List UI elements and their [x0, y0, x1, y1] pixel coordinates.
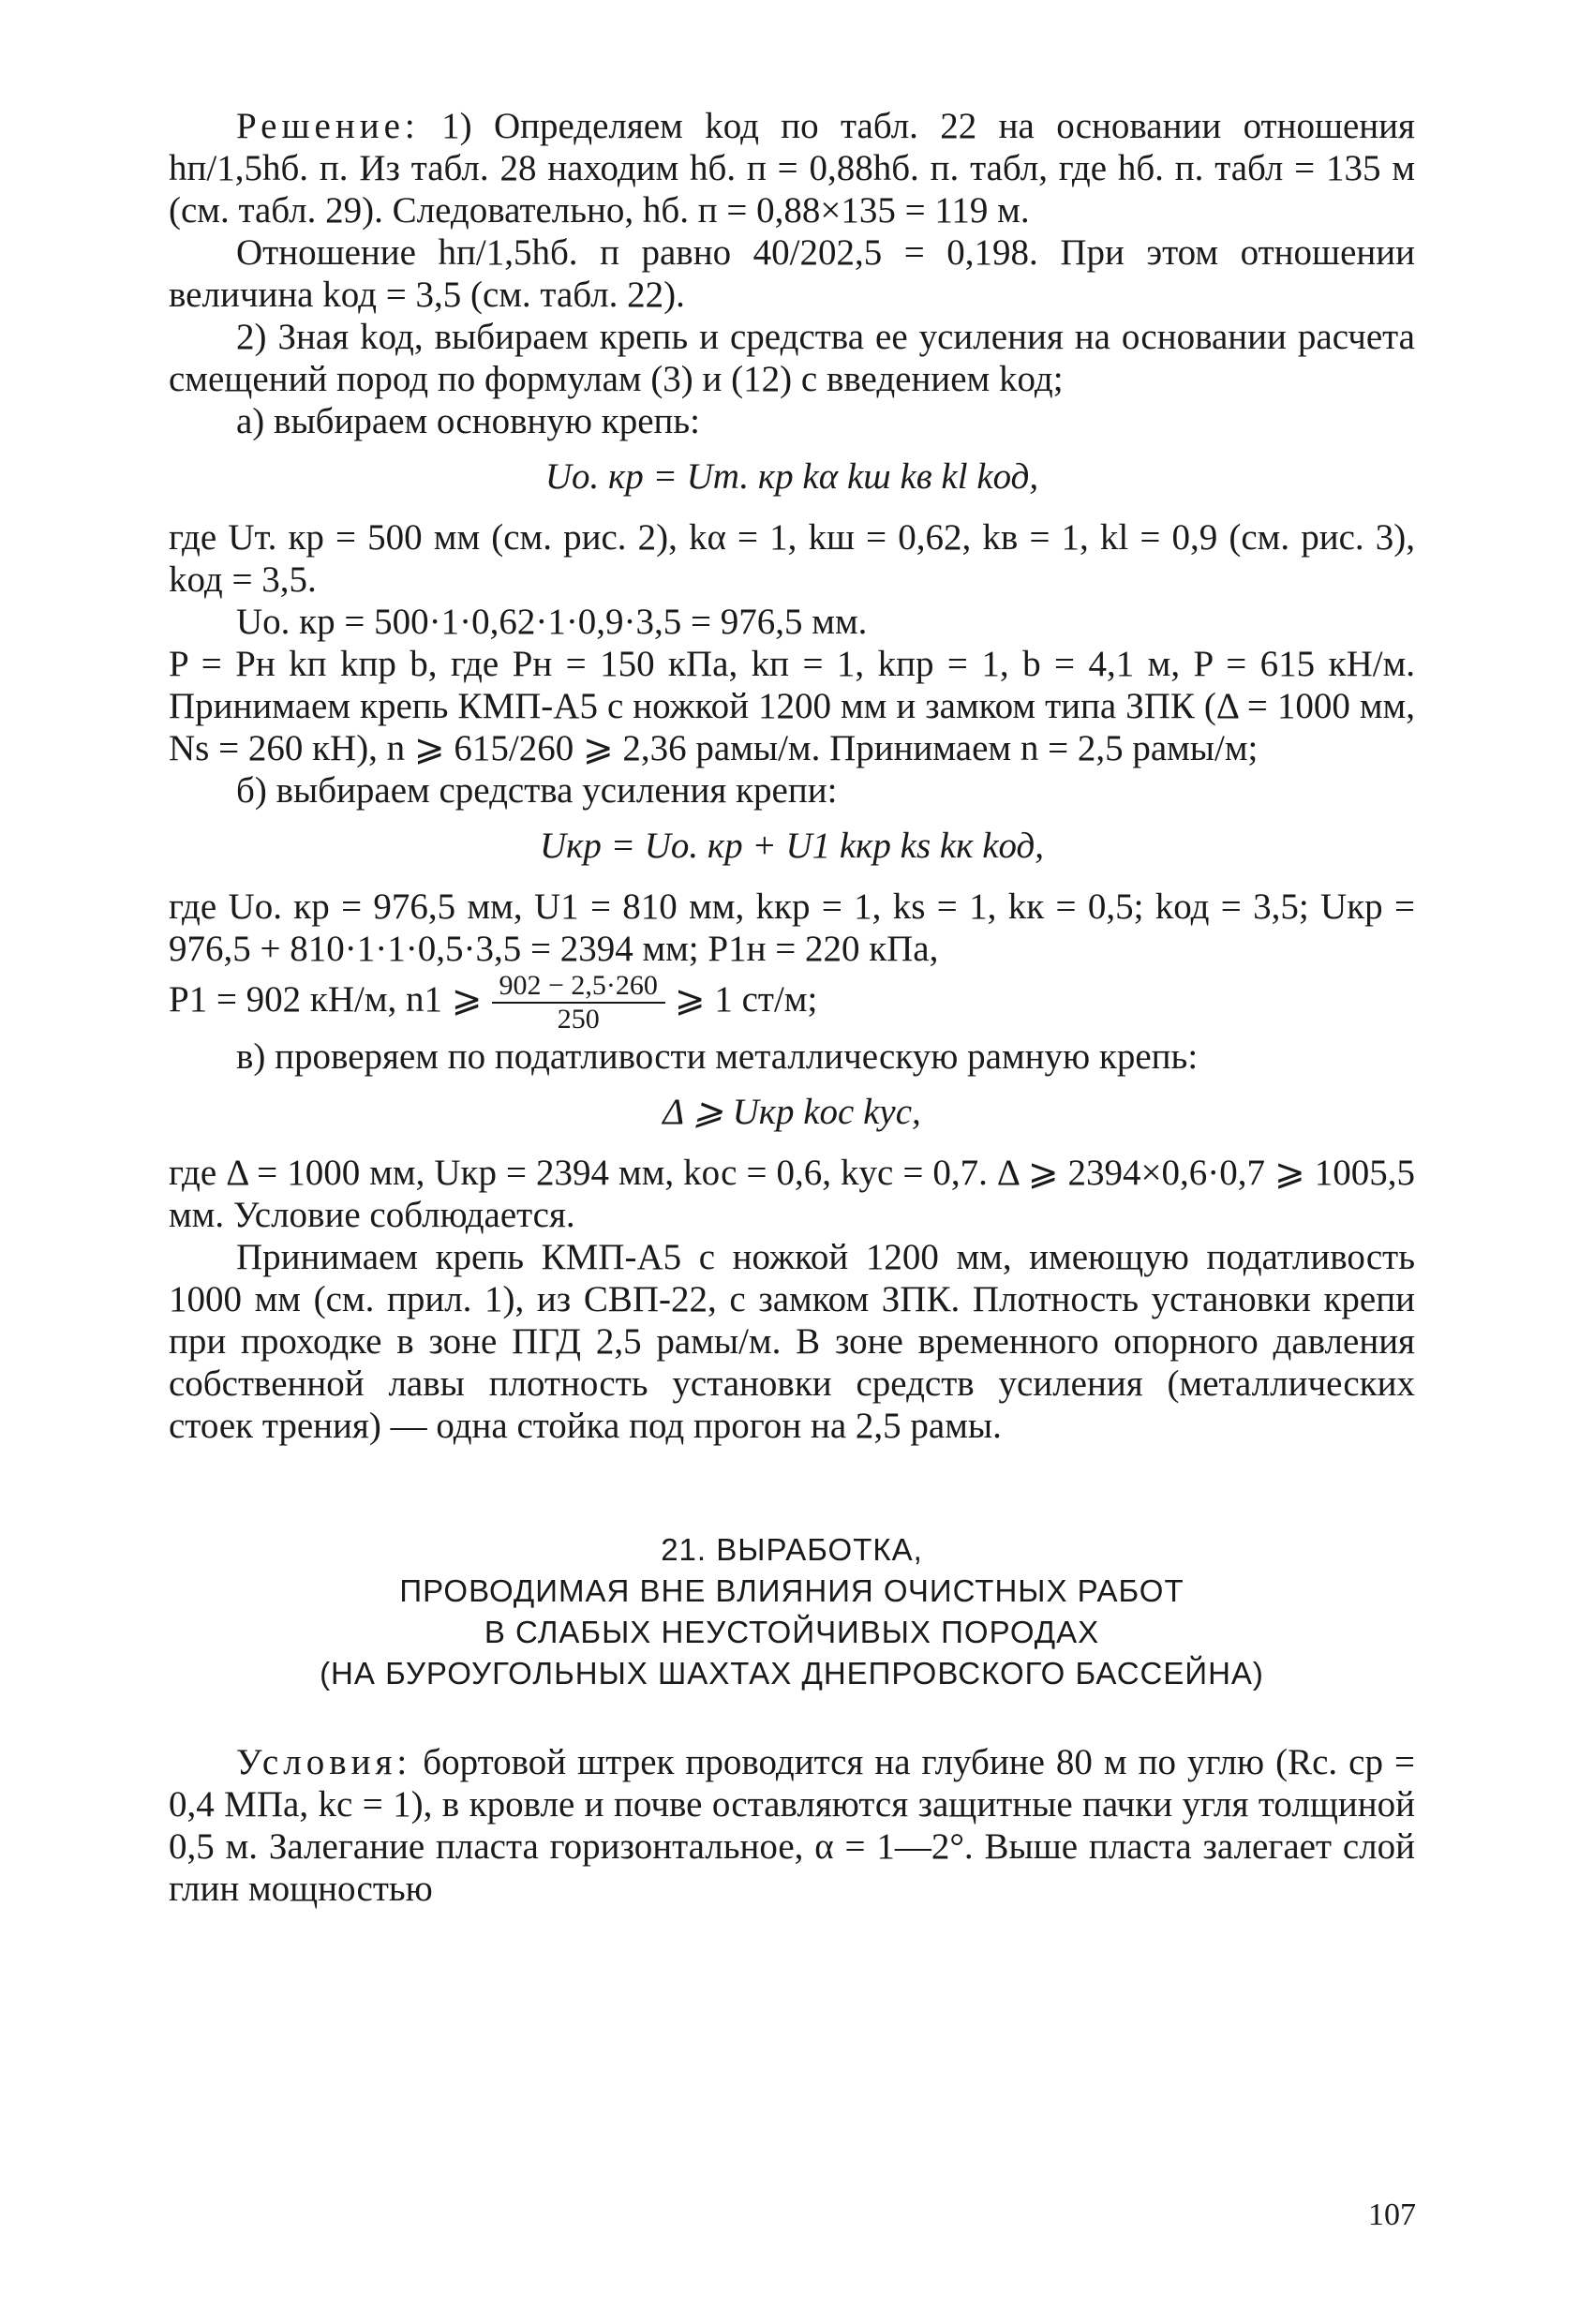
- density-line-end: ⩾ 1 ст/м;: [674, 978, 818, 1020]
- page-number: 107: [1368, 2197, 1416, 2232]
- step-2-paragraph: 2) Зная kод, выбираем крепь и средства ее усиления на основании расчета смещений пород по формулам (3) и (12) с введением kод;: [169, 317, 1415, 399]
- reinforcement-density-line: [169, 970, 1415, 1035]
- formula-2-explanation: где Uо. кр = 976,5 мм, U1 = 810 мм, kкр = 1, ks = 1, kк = 0,5; kод = 3,5; Uкр = 976,5 + 810·1·1·0,5·3,5 = 2394 мм; P1н = 220 кПа,: [169, 886, 1415, 969]
- conditions-text: бортовой штрек проводится на глубине 80 м по углю (Rс. ср = 0,4 МПа, kс = 1), в кровле и почве оставляются защитные пачки угля толщиной 0,5 м. Залегание пласта горизонтальное, α = 1—2°. Выше пласта залегает слой глин мощностью: [169, 1742, 1415, 1909]
- formula-reinforcement: Uкр = Uо. кр + U1 kкр ks kк kод,: [540, 826, 1044, 866]
- section-heading: [169, 1529, 1415, 1694]
- solution-text: 1) Определяем kод по табл. 22 на основании отношения hп/1,5hб. п. Из табл. 28 находим hб. п = 0,88hб. п. табл, где hб. п. табл = 135 м (см. табл. 29). Следовательно, hб. п = 0,88×135 = 119 м.: [169, 106, 1415, 231]
- formula-3-explanation: где Δ = 1000 мм, Uкр = 2394 мм, kос = 0,6, kус = 0,7. Δ ⩾ 2394×0,6·0,7 ⩾ 1005,5 мм. Условие соблюдается.: [169, 1153, 1415, 1235]
- heading-line-1: 21. ВЫРАБОТКА,: [661, 1532, 923, 1567]
- formula-1-explanation: где Uт. кр = 500 мм (см. рис. 2), kα = 1, kш = 0,62, kв = 1, kl = 0,9 (см. рис. 3), kод = 3,5.: [169, 517, 1415, 600]
- displacement-calculation: Uо. кр = 500·1·0,62·1·0,9·3,5 = 976,5 мм.: [236, 602, 868, 642]
- conditions-paragraph: [169, 1741, 1415, 1910]
- solution-label: Решение:: [236, 106, 420, 146]
- solution-paragraph: [169, 105, 1415, 231]
- fraction-denominator: 250: [557, 1004, 600, 1035]
- page-content: [169, 105, 1415, 1910]
- ratio-paragraph: Отношение hп/1,5hб. п равно 40/202,5 = 0,198. При этом отношении величина kод = 3,5 (см. табл. 22).: [169, 232, 1415, 315]
- fraction-numerator: 902 − 2,5·260: [492, 970, 665, 1004]
- step-b-paragraph: б) выбираем средства усиления крепи:: [236, 770, 838, 811]
- step-c-paragraph: в) проверяем по податливости металлическую рамную крепь:: [236, 1036, 1199, 1077]
- heading-line-2: ПРОВОДИМАЯ ВНЕ ВЛИЯНИЯ ОЧИСТНЫХ РАБОТ: [399, 1573, 1184, 1608]
- formula-yield-check: Δ ⩾ Uкр kос kус,: [663, 1092, 921, 1132]
- step-a-paragraph: а) выбираем основную крепь:: [236, 401, 701, 441]
- density-fraction: [492, 970, 665, 1035]
- conclusion-paragraph: Принимаем крепь КМП-А5 с ножкой 1200 мм, имеющую податливость 1000 мм (см. прил. 1), из СВП-22, с замком ЗПК. Плотность установки крепи при проходке в зоне ПГД 2,5 рамы/м. В зоне временного опорного давления собственной лавы плотность установки средств усиления (металлических стоек трения) — одна стойка под прогон на 2,5 рамы.: [169, 1237, 1415, 1446]
- conditions-label: Условия:: [236, 1742, 412, 1782]
- density-line-start: P1 = 902 кН/м, n1 ⩾: [169, 978, 483, 1020]
- heading-line-3: В СЛАБЫХ НЕУСТОЙЧИВЫХ ПОРОДАХ: [484, 1615, 1100, 1649]
- load-calculation-paragraph: P = Pн kп kпр b, где Pн = 150 кПа, kп = 1, kпр = 1, b = 4,1 м, P = 615 кН/м. Принимаем крепь КМП-А5 с ножкой 1200 мм и замком типа ЗПК (Δ = 1000 мм, Ns = 260 кН), n ⩾ 615/260 ⩾ 2,36 рамы/м. Принимаем n = 2,5 рамы/м;: [169, 644, 1415, 768]
- formula-basic-support: Uо. кр = Uт. кр kα kш kв kl kод,: [544, 456, 1039, 497]
- heading-line-4: (НА БУРОУГОЛЬНЫХ ШАХТАХ ДНЕПРОВСКОГО БАССЕЙНА): [320, 1656, 1264, 1691]
